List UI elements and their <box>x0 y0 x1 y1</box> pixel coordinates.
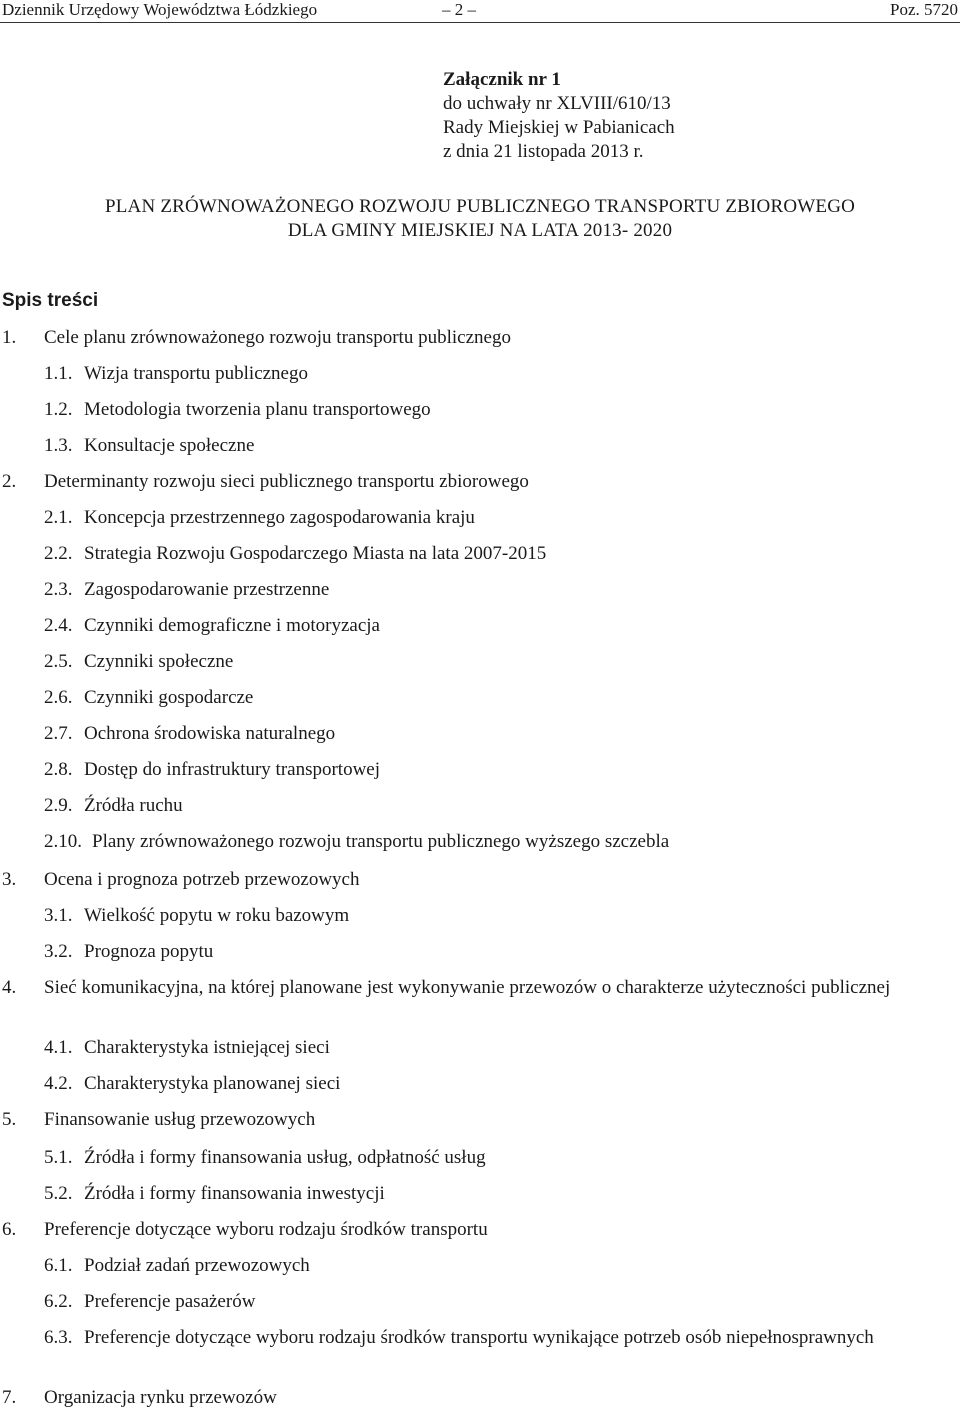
toc-item-number: 2.10. <box>44 831 82 852</box>
toc-item-number: 2.3. <box>44 579 73 600</box>
toc-item <box>2 868 958 892</box>
toc-item-number: 5.1. <box>44 1147 73 1168</box>
toc-item-text: Finansowanie usług przewozowych <box>44 1109 316 1130</box>
toc-item-text: Strategia Rozwoju Gospodarczego Miasta na lata 2007-2015 <box>84 543 547 564</box>
toc-item-text: Źródła ruchu <box>84 795 183 816</box>
toc-item <box>2 1386 958 1410</box>
toc-item-text: Czynniki społeczne <box>84 651 234 672</box>
toc-item-text: Podział zadań przewozowych <box>84 1255 310 1276</box>
annex-block <box>443 68 675 164</box>
toc-item-number: 6. <box>2 1219 17 1240</box>
toc-item-text: Konsultacje społeczne <box>84 435 255 456</box>
document-title-line1: PLAN ZRÓWNOWAŻONEGO ROZWOJU PUBLICZNEGO TRANSPORTU ZBIOROWEGO <box>104 196 856 217</box>
toc-item-number: 3.1. <box>44 905 73 926</box>
toc-item-number: 1.1. <box>44 363 73 384</box>
document-title-line2: DLA GMINY MIEJSKIEJ NA LATA 2013- 2020 <box>287 220 673 241</box>
annex-title: Załącznik nr 1 <box>443 69 561 90</box>
toc-item-number: 2.5. <box>44 651 73 672</box>
toc-item <box>44 614 958 638</box>
toc-item-text: Determinanty rozwoju sieci publicznego transportu zbiorowego <box>44 471 529 492</box>
toc-item-number: 5.2. <box>44 1183 73 1204</box>
toc-item <box>44 1146 958 1170</box>
toc-item-text: Charakterystyka planowanej sieci <box>84 1073 341 1094</box>
toc-item-number: 2. <box>2 471 17 492</box>
toc-item-text: Ochrona środowiska naturalnego <box>84 723 336 744</box>
toc-item-number: 2.1. <box>44 507 73 528</box>
toc-item-number: 7. <box>2 1387 17 1408</box>
toc-item <box>44 1072 958 1096</box>
toc-item <box>2 976 958 1024</box>
toc-heading: Spis treści <box>2 290 99 311</box>
toc-item-text: Źródła i formy finansowania inwestycji <box>84 1183 385 1204</box>
toc-item <box>44 1326 958 1374</box>
toc-item-number: 3. <box>2 869 17 890</box>
toc-item <box>44 1290 958 1314</box>
toc-item-text: Sieć komunikacyjna, na której planowane jest wykonywanie przewozów o charakterze użyteczności publicznej <box>44 977 891 998</box>
toc-item <box>2 470 958 494</box>
toc-item-text: Charakterystyka istniejącej sieci <box>84 1037 330 1058</box>
toc-item <box>44 830 958 854</box>
toc-item-number: 1.2. <box>44 399 73 420</box>
toc-item-text: Ocena i prognoza potrzeb przewozowych <box>44 869 360 890</box>
toc-item <box>44 650 958 674</box>
toc-item <box>2 1108 958 1132</box>
toc-item-number: 2.7. <box>44 723 73 744</box>
toc-item-text: Wielkość popytu w roku bazowym <box>84 905 350 926</box>
toc-item-text: Preferencje pasażerów <box>84 1291 256 1312</box>
toc-item-number: 6.1. <box>44 1255 73 1276</box>
toc-item <box>44 686 958 710</box>
document-title <box>0 195 960 243</box>
toc-item <box>44 434 958 458</box>
toc-item-text: Organizacja rynku przewozów <box>44 1387 277 1408</box>
toc-item <box>44 940 958 964</box>
toc-item-text: Preferencje dotyczące wyboru rodzaju środków transportu <box>44 1219 488 1240</box>
toc-item <box>44 758 958 782</box>
annex-council: Rady Miejskiej w Pabianicach <box>443 117 675 138</box>
toc-item-text: Czynniki demograficzne i motoryzacja <box>84 615 380 636</box>
toc-item <box>44 362 958 386</box>
toc-item-number: 2.4. <box>44 615 73 636</box>
position-number: Poz. 5720 <box>890 0 958 19</box>
toc-item <box>44 1254 958 1278</box>
toc-item-number: 6.3. <box>44 1327 73 1348</box>
toc-item-number: 2.9. <box>44 795 73 816</box>
toc-item <box>44 794 958 818</box>
toc-item <box>44 506 958 530</box>
annex-date: z dnia 21 listopada 2013 r. <box>443 141 644 162</box>
toc-item <box>44 398 958 422</box>
toc-item-text: Metodologia tworzenia planu transportowego <box>84 399 431 420</box>
toc-item-number: 2.6. <box>44 687 73 708</box>
toc-item-number: 2.8. <box>44 759 73 780</box>
toc-item-text: Preferencje dotyczące wyboru rodzaju środków transportu wynikające potrzeb osób niepełnosprawnych <box>84 1327 874 1348</box>
toc-item-number: 4. <box>2 977 17 998</box>
toc-item-text: Źródła i formy finansowania usług, odpłatność usług <box>84 1147 486 1168</box>
toc-item-number: 2.2. <box>44 543 73 564</box>
toc-item-number: 3.2. <box>44 941 73 962</box>
toc-item-number: 4.1. <box>44 1037 73 1058</box>
toc-item <box>44 542 958 566</box>
toc-item-number: 4.2. <box>44 1073 73 1094</box>
toc-item-text: Koncepcja przestrzennego zagospodarowania kraju <box>84 507 475 528</box>
toc-item <box>44 1182 958 1206</box>
toc-item-text: Zagospodarowanie przestrzenne <box>84 579 330 600</box>
toc-item <box>2 1218 958 1242</box>
toc-item <box>44 1036 958 1060</box>
toc-item-text: Cele planu zrównoważonego rozwoju transportu publicznego <box>44 327 511 348</box>
page-header <box>0 0 960 23</box>
page-number: – 2 – <box>442 0 476 19</box>
toc-item <box>2 326 958 350</box>
annex-resolution: do uchwały nr XLVIII/610/13 <box>443 93 671 114</box>
toc-item-number: 5. <box>2 1109 17 1130</box>
toc-item-text: Wizja transportu publicznego <box>84 363 308 384</box>
toc-item-number: 1. <box>2 327 17 348</box>
journal-name: Dziennik Urzędowy Województwa Łódzkiego <box>2 0 318 19</box>
toc-item-number: 1.3. <box>44 435 73 456</box>
toc-item-text: Prognoza popytu <box>84 941 214 962</box>
toc-item-number: 6.2. <box>44 1291 73 1312</box>
toc-item <box>44 904 958 928</box>
toc-item-text: Plany zrównoważonego rozwoju transportu publicznego wyższego szczebla <box>92 831 670 852</box>
toc-item <box>44 578 958 602</box>
toc-item <box>44 722 958 746</box>
toc-item-text: Dostęp do infrastruktury transportowej <box>84 759 381 780</box>
toc-item-text: Czynniki gospodarcze <box>84 687 254 708</box>
